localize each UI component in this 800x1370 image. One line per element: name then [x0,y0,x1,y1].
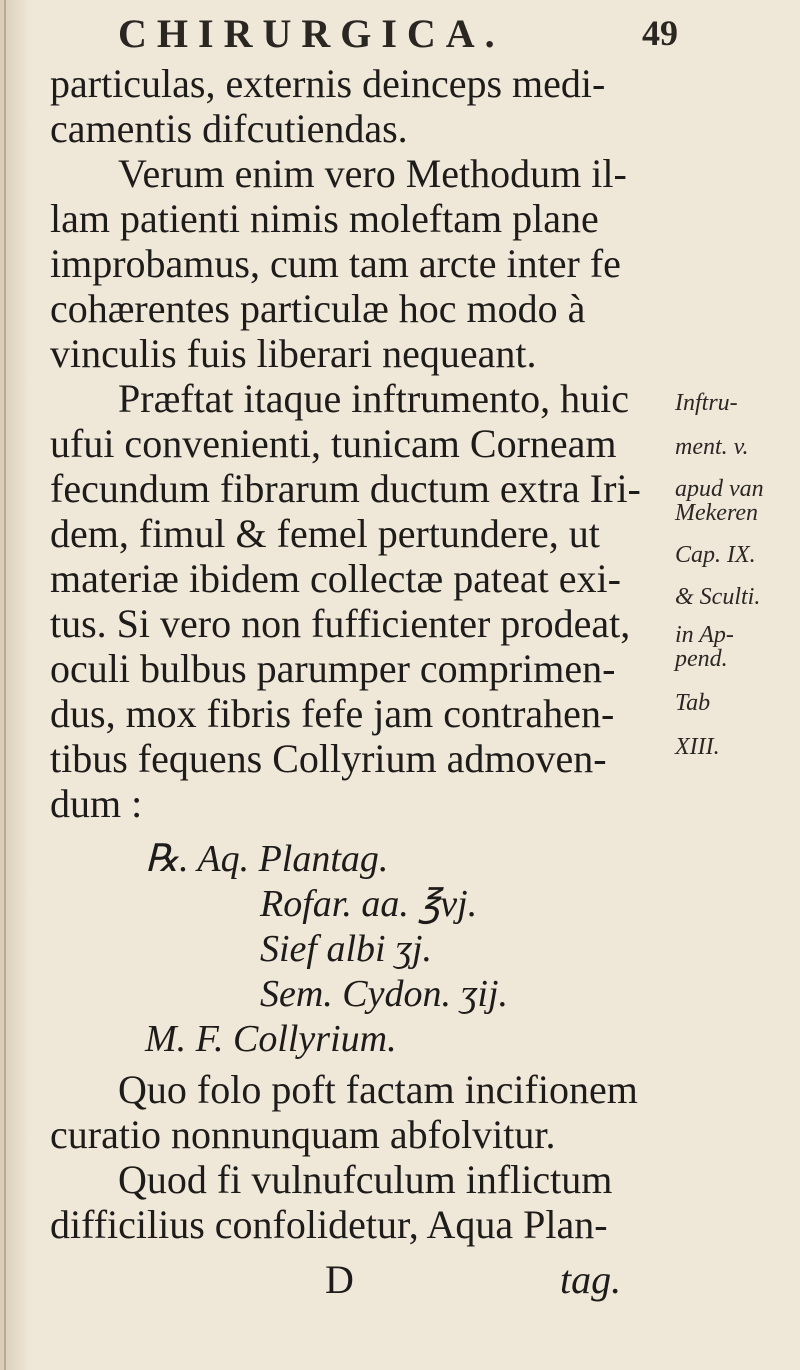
closing-line-1: Quo folo poft factam incifionem [118,1067,638,1112]
text-line-10: fecundum fibrarum ductum extra Iri- [50,466,641,511]
text-line-4: lam patienti nimis moleftam plane [50,196,599,241]
text-line-17: dum : [50,781,143,826]
margin-note-8: pend. [675,646,728,672]
recipe-line-5: M. F. Collyrium. [145,1018,397,1060]
text-line-5: improbamus, cum tam arcte inter fe [50,241,621,286]
closing-line-4: difficilius confolidetur, Aqua Plan- [50,1202,608,1247]
page-number: 49 [642,13,678,53]
text-line-1: particulas, externis deinceps medi- [50,61,606,106]
recipe-line-2: Rofar. aa. ℥vj. [260,883,478,925]
margin-note-4: Mekeren [675,500,759,526]
text-line-2: camentis difcutiendas. [50,106,408,151]
text-line-11: dem, fimul & femel pertundere, ut [50,511,600,556]
margin-note-1: Inftru- [675,390,738,416]
text-line-6: cohærentes particulæ hoc modo à [50,286,586,331]
margin-note-10: XIII. [675,734,720,760]
margin-note-3: apud van [675,476,764,502]
margin-note-5: Cap. IX. [675,542,756,568]
text-line-16: tibus fequens Collyrium admoven- [50,736,607,781]
text-line-3: Verum enim vero Methodum il- [118,151,627,196]
recipe-line-3: Sief albi ʒj. [260,928,433,970]
recipe-line-4: Sem. Cydon. ʒij. [260,973,509,1015]
text-line-8: Præftat itaque inftrumento, huic [118,376,629,421]
text-line-15: dus, mox fibris fefe jam contrahen- [50,691,615,736]
running-head: CHIRURGICA. [118,11,505,56]
margin-note-6: & Sculti. [675,584,761,610]
text-line-12: materiæ ibidem collectæ pateat exi- [50,556,621,601]
closing-line-2: curatio nonnunquam abfolvitur. [50,1112,556,1157]
signature-mark: D [325,1257,354,1302]
margin-note-9: Tab [675,690,711,716]
text-line-14: oculi bulbus parumper comprimen- [50,646,616,691]
catchword: tag. [560,1257,622,1302]
text-line-13: tus. Si vero non fufficienter prodeat, [50,601,631,646]
text-line-9: ufui convenienti, tunicam Corneam [50,421,617,466]
margin-note-2: ment. v. [675,434,749,460]
recipe-line-1: ℞. Aq. Plantag. [145,838,389,880]
closing-line-3: Quod fi vulnufculum inflictum [118,1157,613,1202]
text-line-7: vinculis fuis liberari nequeant. [50,331,537,376]
binding-edge [4,0,6,1370]
margin-note-7: in Ap- [675,622,734,648]
